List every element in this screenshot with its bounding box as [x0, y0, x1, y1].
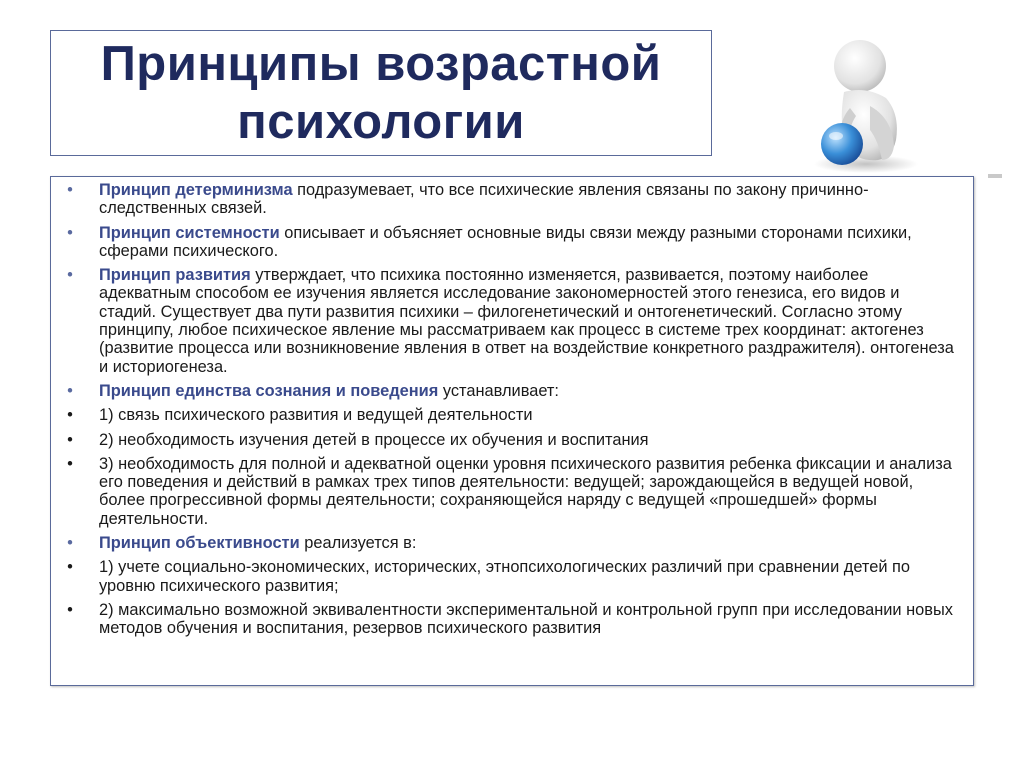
item-text: утверждает, что психика постоянно изменяется, развивается, поэтому наиболее адекватным способом ее изучения является исследование закономерностей этого генезиса, его видов и стадий. Существует два пути развития психики – филогенетический и онтогенетический. Согласно этому принципу, любое психическое явление мы рассматриваем как процесс в системе трех координат: актогенез (развитие процесса или возникновение явления в ответ на воздействие конкретного раздражителя). онтогенеза и историогенеза. — [99, 266, 954, 376]
page-title-line-1: Принципы возрастной — [100, 37, 662, 91]
list-item — [51, 455, 961, 528]
bullet: • — [67, 534, 73, 553]
list-item — [51, 181, 961, 218]
item-text: 1) учете социально-экономических, исторических, этнопсихологических различий при сравнении детей по уровню психического развития; — [99, 558, 911, 595]
item-text: 3) необходимость для полной и адекватной оценки уровня психического развития ребенка фиксации и анализа его поведения и действий в рамках трех типов деятельности: ведущей; зарождающейся в ведущей новой, более прогрессивной формы деятельности; сохраняющейся наряду с ведущей «прошедшей» формы деятельности. — [99, 454, 952, 528]
bullet: • — [67, 181, 73, 199]
item-text: реализуется в: — [299, 534, 417, 553]
list-item — [51, 382, 961, 400]
side-mark — [988, 174, 1002, 178]
title-box — [50, 30, 712, 156]
content-box — [50, 176, 974, 686]
principle-label: Принцип системности — [99, 223, 280, 242]
principles-list — [51, 177, 973, 638]
principle-label: Принцип объективности — [99, 534, 300, 553]
bullet: • — [67, 266, 73, 285]
list-item — [51, 266, 961, 376]
bullet: • — [67, 381, 73, 400]
bullet: • — [67, 406, 73, 425]
item-text: устанавливает: — [438, 381, 559, 400]
bullet: • — [67, 223, 73, 242]
list-item — [51, 431, 961, 449]
list-item — [51, 558, 961, 595]
bullet: • — [67, 600, 73, 619]
page-title-line-2: психологии — [237, 95, 525, 149]
bullet: • — [67, 430, 73, 449]
item-text: 1) связь психического развития и ведущей деятельности — [99, 406, 533, 425]
list-item — [51, 601, 961, 638]
list-item — [51, 406, 961, 424]
item-text: 2) необходимость изучения детей в процессе их обучения и воспитания — [99, 430, 649, 449]
item-text: подразумевает, что все психические явления связаны по закону причинно-следственных связей. — [99, 181, 869, 218]
bullet: • — [67, 454, 73, 473]
list-item — [51, 534, 961, 552]
principle-label: Принцип единства сознания и поведения — [99, 381, 439, 400]
figure-with-globe-image — [808, 36, 918, 176]
principle-label: Принцип развития — [99, 266, 251, 285]
item-text: описывает и объясняет основные виды связи между разными сторонами психики, сферами психического. — [99, 223, 912, 260]
list-item — [51, 224, 961, 261]
principle-label: Принцип детерминизма — [99, 181, 293, 199]
item-text: 2) максимально возможной эквивалентности экспериментальной и контрольной групп при исследовании новых методов обучения и воспитания, резервов психического развития — [99, 600, 953, 638]
bullet: • — [67, 558, 73, 577]
